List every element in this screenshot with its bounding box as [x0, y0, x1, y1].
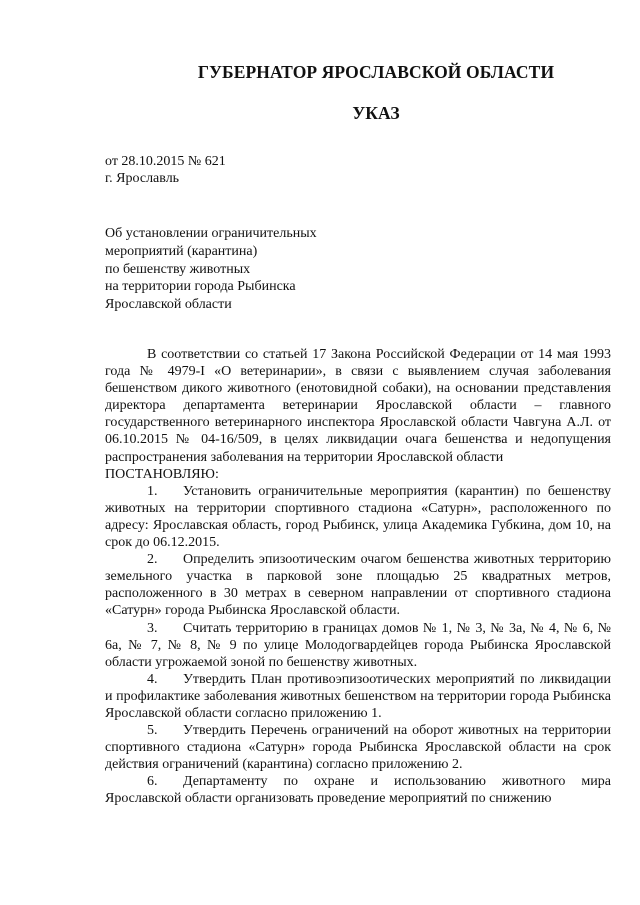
- decree-item-6: [105, 773, 611, 807]
- item-number: 6.: [147, 774, 158, 790]
- subject-line: по бешенству животных: [105, 261, 251, 277]
- item-text: Утвердить План противоэпизоотических мероприятий по ликвидации и профилактике заболевания животных бешенством на территории города Рыбинска Ярославской области согласно приложению 1.: [105, 671, 611, 721]
- subject-line: на территории города Рыбинска: [105, 279, 296, 295]
- item-text: Департаменту по охране и использованию животного мира Ярославской области организовать проведение мероприятий по снижению: [105, 774, 611, 807]
- decree-item-2: [105, 551, 611, 619]
- item-number: 3.: [147, 620, 158, 636]
- item-number: 1.: [147, 483, 158, 499]
- document-issuer-title: ГУБЕРНАТОР ЯРОСЛАВСКОЙ ОБЛАСТИ: [197, 62, 555, 82]
- subject-line: Ярославской области: [105, 297, 232, 313]
- document-body: [105, 346, 611, 808]
- decree-item-4: [105, 671, 611, 722]
- resolution-keyword: ПОСТАНОВЛЯЮ:: [105, 466, 219, 482]
- preamble-paragraph: В соответствии со статьей 17 Закона Российской Федерации от 14 мая 1993 года № 4979-I «О ветеринарии», в связи с выявлением случая заболевания бешенством дикого животного (енотовидной собаки), на основании представления директора департамента ветеринарии Ярославской области – главного государственного ветеринарного инспектора Ярославской области Чавгуна А.Л. от 06.10.2015 № 04-16/509, в целях ликвидации очага бешенства и недопущения распространения заболевания на территории Ярославской области: [105, 347, 611, 465]
- document-date-number: от 28.10.2015 № 621: [105, 154, 226, 169]
- item-text: Определить эпизоотическим очагом бешенства животных территорию земельного участка в парковой зоне площадью 25 квадратных метров, расположенного в 30 метрах в северном направлении от спортивного стадиона «Сатурн» города Рыбинска Ярославской области.: [105, 552, 611, 619]
- item-text: Утвердить Перечень ограничений на оборот животных на территории спортивного стадиона «Сатурн» города Рыбинска Ярославской области на срок действия ограничений (карантина) согласно приложению 2.: [105, 723, 611, 773]
- item-text: Установить ограничительные мероприятия (карантин) по бешенству животных на территории спортивного стадиона «Сатурн», расположенного по адресу: Ярославская область, город Рыбинск, улица Академика Губкина, дом 10, на срок до 06.12.2015.: [105, 483, 611, 551]
- document-city: г. Ярославль: [105, 171, 180, 186]
- subject-line: мероприятий (карантина): [105, 243, 258, 259]
- decree-item-5: [105, 722, 611, 773]
- decree-item-1: [105, 483, 611, 551]
- subject-line: Об установлении ограничительных: [105, 226, 317, 241]
- item-text: Считать территорию в границах домов № 1, № 3, № 3а, № 4, № 6, № 6а, № 7, № 8, № 9 по улице Молодогвардейцев города Рыбинска Ярославской области угрожаемой зоной по бешенству животных.: [105, 620, 611, 670]
- item-number: 2.: [147, 552, 158, 568]
- document-type-heading: УКАЗ: [352, 103, 400, 123]
- item-number: 5.: [147, 723, 158, 739]
- item-number: 4.: [147, 671, 158, 687]
- document-subject: [105, 225, 317, 314]
- decree-item-3: [105, 620, 611, 671]
